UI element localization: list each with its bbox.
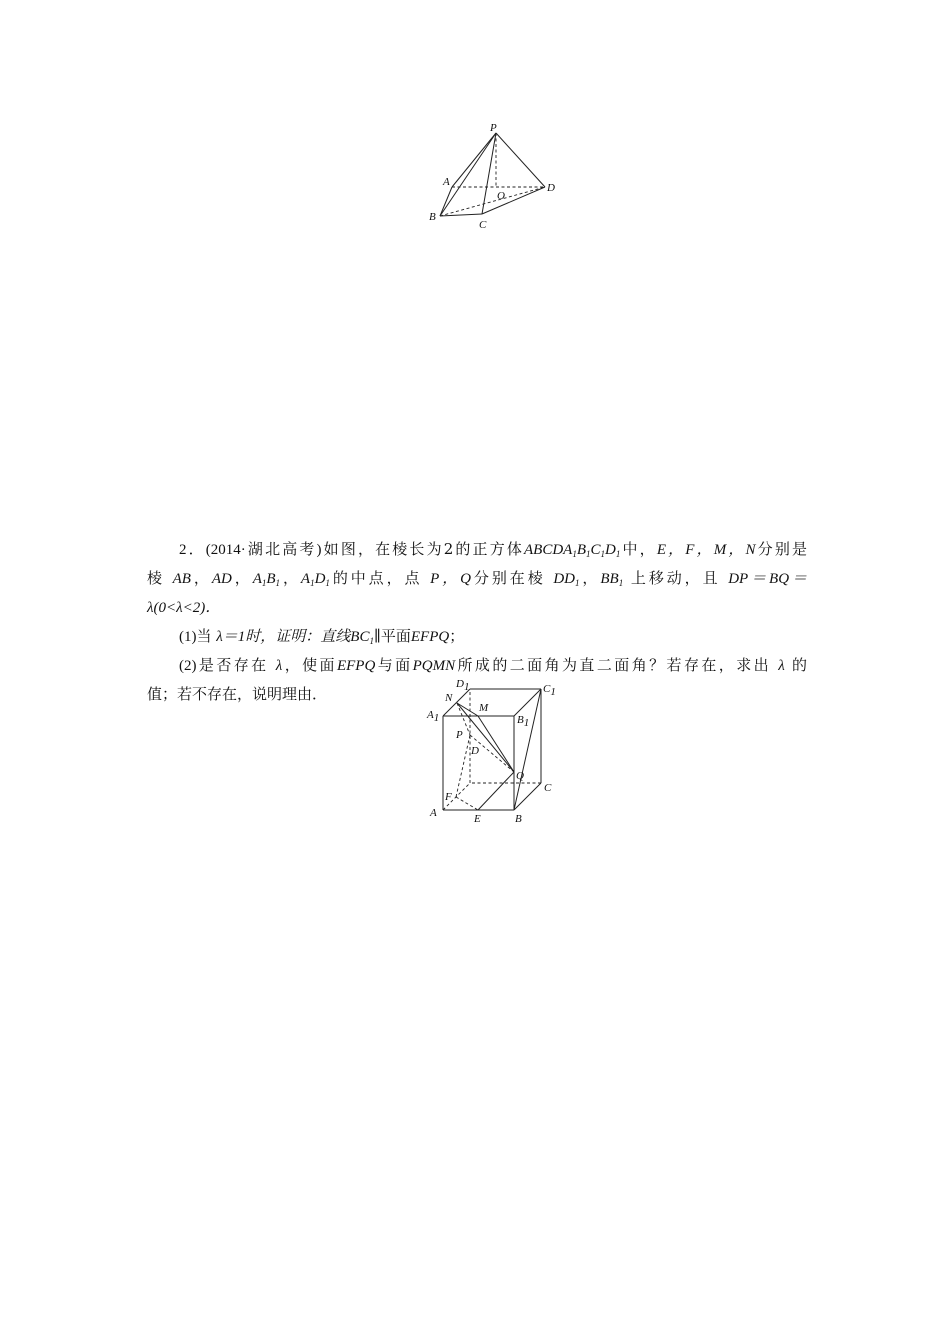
label-B-pyramid: B xyxy=(429,211,436,223)
label-D1: D1 xyxy=(456,678,470,693)
problem-2 xyxy=(147,535,807,708)
part-2-line-2: 值；若不存在，说明理由． xyxy=(147,685,328,703)
label-P-top: P xyxy=(490,122,497,134)
label-F: F xyxy=(445,791,452,803)
label-C-pyramid: C xyxy=(479,219,487,231)
problem-line-2: 棱 AB，AD，$A_1B_1$，$A_1D_1$的中点，点 P，Q分别在棱 $DD_1$，$BB_1$ 上移动，且 DP＝BQ＝ xyxy=(147,569,807,588)
label-A-cube: A xyxy=(430,807,437,819)
label-D-cube: D xyxy=(471,745,479,757)
label-A-pyramid: A xyxy=(443,176,450,188)
part-2: (2)是否存在 λ，使面EFPQ与面PQMN所成的二面角为直二面角？若存在，求出 λ 的 xyxy=(179,656,807,674)
label-D-pyramid: D xyxy=(547,182,555,194)
part-1: (1)当 λ＝1时，证明：直线$BC_1\parallel$平面EFPQ； xyxy=(179,627,465,646)
label-Q: Q xyxy=(516,770,524,782)
label-N: N xyxy=(445,692,453,704)
pyramid-edges xyxy=(440,133,545,216)
label-B1: B1 xyxy=(517,714,530,729)
label-C-cube: C xyxy=(544,782,552,794)
label-O-pyramid: O xyxy=(497,190,505,202)
label-B-cube: B xyxy=(515,813,522,825)
problem-line-1: 2．(2014·湖北高考)如图，在棱长为2的正方体$ABCDA_1B_1C_1D_1$中，E，F，M，N分别是 xyxy=(179,540,807,559)
label-P-cube: P xyxy=(456,729,463,741)
label-C1: C1 xyxy=(543,683,556,698)
problem-line-3: λ(0<λ<2)． xyxy=(147,600,221,616)
label-E: E xyxy=(474,813,481,825)
label-M: M xyxy=(479,702,489,714)
label-A1: A1 xyxy=(427,709,440,724)
